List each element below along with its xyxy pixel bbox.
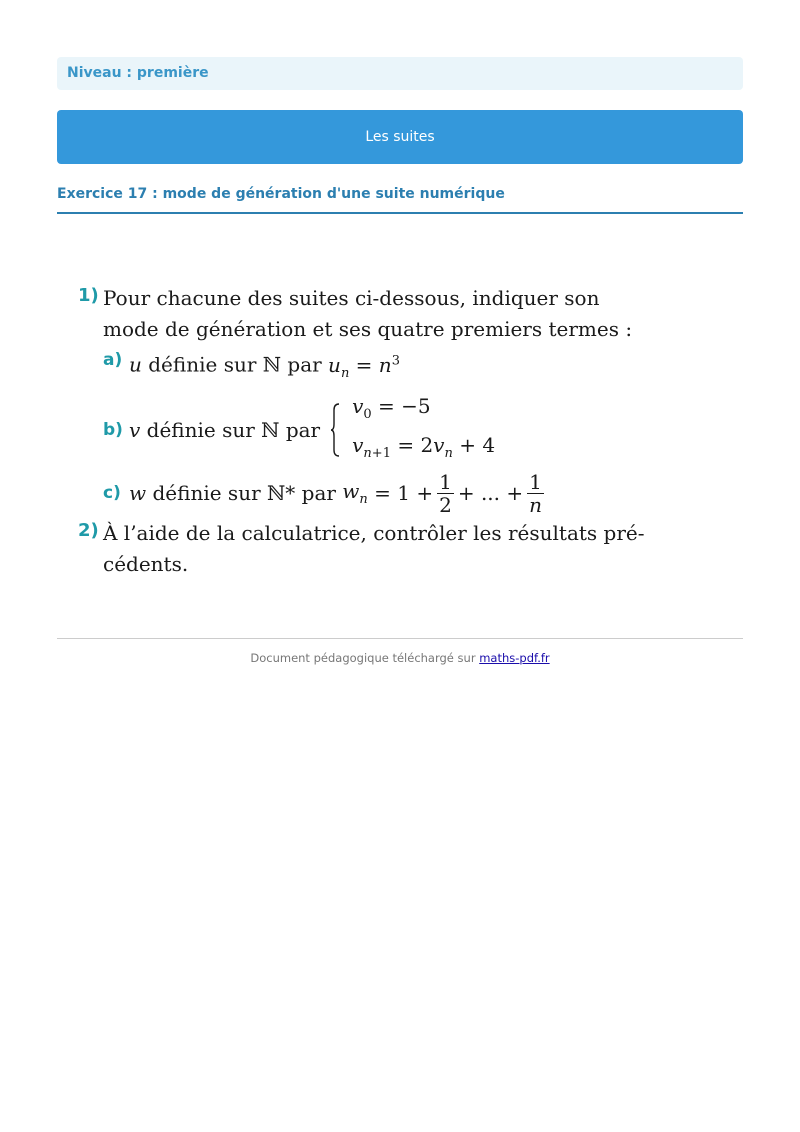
- level-label: Niveau : première: [57, 57, 743, 90]
- question-2-line-1: À l’aide de la calculatrice, contrôler les résultats pré-: [103, 520, 645, 545]
- item-a-text: définie sur ℕ par: [148, 352, 322, 377]
- exercise-title: Exercice 17 : mode de génération d'une suite numérique: [57, 186, 743, 214]
- footer-divider: [57, 638, 743, 639]
- question-2-line-2: cédents.: [103, 551, 189, 576]
- fraction-one-over-n: $\frac{1}{n}$: [529, 469, 542, 517]
- question-1: [78, 283, 678, 516]
- item-b: b) v définie sur ℕ par $v_0 = -5$ $v_{n+1} = 2v_n + 4$: [103, 391, 678, 469]
- item-c-label: c): [103, 483, 121, 504]
- item-c: c) w définie sur ℕ* par $w_n$ = 1 + $\frac{1}{2}$ + ... + $\frac{1}{n}$: [103, 469, 542, 517]
- footer-text: Document pédagogique téléchargé sur: [250, 651, 480, 665]
- question-1-number: 1): [78, 285, 99, 306]
- brace-icon: [330, 403, 340, 457]
- item-a: a) u définie sur ℕ par $u_n = n^3$: [103, 345, 678, 389]
- item-b-system: $v_0 = -5$ $v_{n+1} = 2v_n + 4$: [352, 393, 496, 461]
- item-a-label: a): [103, 350, 123, 370]
- question-1-line-1: Pour chacune des suites ci-dessous, indiquer son: [103, 286, 600, 310]
- item-c-text: définie sur ℕ* par: [152, 481, 336, 506]
- fraction-one-half: $\frac{1}{2}$: [439, 469, 452, 517]
- exercise-body: [78, 283, 678, 580]
- item-b-text: définie sur ℕ par: [146, 417, 321, 442]
- question-2-number: 2): [78, 519, 99, 541]
- question-2: [78, 518, 678, 580]
- footer: [57, 651, 743, 665]
- chapter-banner: Les suites: [57, 110, 743, 164]
- item-b-label: b): [103, 419, 123, 440]
- item-a-formula: $u_n = n^3$: [328, 352, 400, 381]
- question-1-line-2: mode de génération et ses quatre premiers termes :: [103, 317, 633, 341]
- footer-link[interactable]: maths-pdf.fr: [479, 651, 550, 665]
